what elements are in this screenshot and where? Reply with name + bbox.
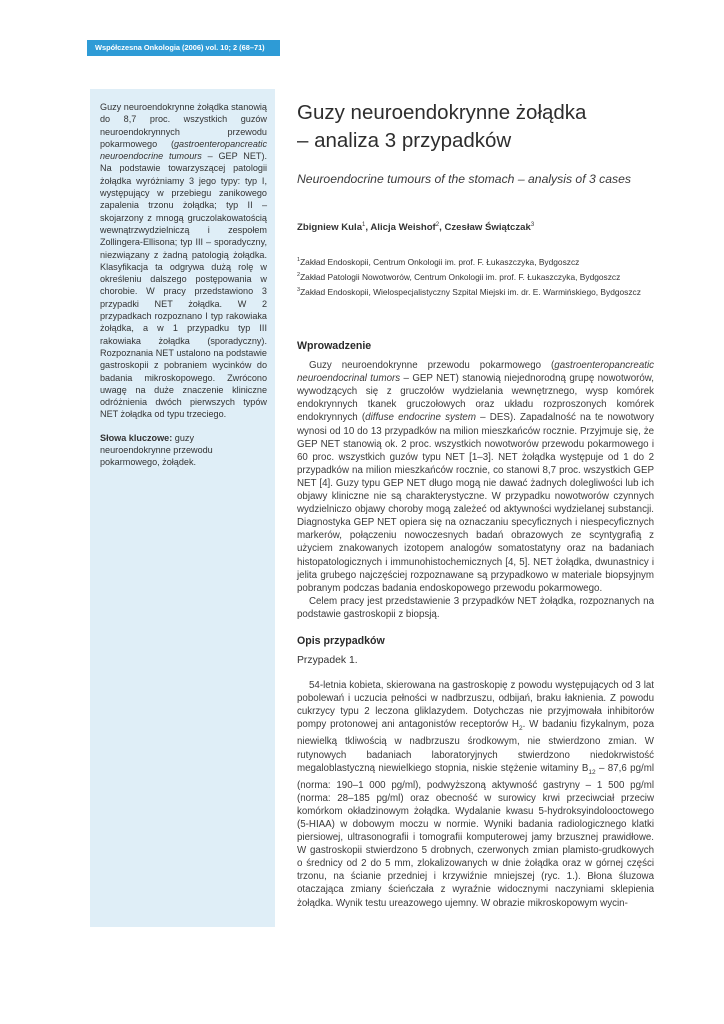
article-body: [297, 340, 654, 910]
keywords: [100, 432, 267, 469]
section-heading-introduction: Wprowadzenie: [297, 340, 372, 352]
english-title: Neuroendocrine tumours of the stomach – analysis of 3 cases: [297, 172, 631, 186]
body-paragraph: Celem pracy jest przedstawienie 3 przypadków NET żołądka, rozpoznanych na podstawie gastroskopii z biopsją.: [297, 595, 654, 620]
author-name: Zbigniew Kula: [297, 222, 363, 234]
keywords-label: Słowa kluczowe:: [100, 432, 173, 443]
author-list: Zbigniew Kula$^1$, Alicja Weishof$^2$, Czesław Świątczak$^3$: [297, 222, 535, 234]
body-paragraph: Guzy neuroendokrynne przewodu pokarmowego (gastroenteropancreatic neuroendocrinal tumors – GEP NET) stanowią niejednorodną grupę nowotworów, wywodzących się z gruczołów wydzielania wewnętrznego, wysp komórek endokrynnych tkanek gruczołowych oraz układu rozproszonych komórek endokrynnych (diffuse endocrine system – DES). Zapadalność na te nowotwory wynosi od 10 do 13 przypadków na milion mieszkańców rocznie. Przyjmuje się, że GEP NET stanowią ok. 2 proc. wszystkich nowotworów przewodu pokarmowego i 60 proc. wszystkich guzów typu NET [1–3]. NET żołądka występuje od 1 do 2 przypadków na milion mieszkańców rocznie, co stanowi 8,7 proc. wszystkich GEP NET [4]. Guzy typu GEP NET długo mogą nie dawać żadnych dolegliwości lub ich objawy kliniczne nie są charakterystyczne. W przypadku nowotworów czynnych wydzielniczo objawy choroby mogą zależeć od aktywności wydzielanej substancji. Diagnostyka GEP NET opiera się na oznaczaniu specyficznych i niespecyficznych markerów, połączeniu nowoczesnych badań obrazowych ze scyntygrafią z użyciem znakowanych izotopem analogów somatostatyny oraz na badaniach histopatologicznych i immunohistochemicznych [4, 5]. NET żołądka, dwunastnicy i jelita grubego najczęściej rozpoznawane są przypadkowo w materiale biopsyjnym pobranym podczas badania endoskopowego przewodu pokarmowego.: [297, 360, 654, 594]
affiliation: $^1$Zakład Endoskopii, Centrum Onkologii im. prof. F. Łukaszczyka, Bydgoszcz: [297, 256, 580, 267]
journal-header: Współczesna Onkologia (2006) vol. 10; 2 (68–71): [87, 40, 280, 56]
affiliation: $^2$Zakład Patologii Nowotworów, Centrum Onkologii im. prof. F. Łukaszczyka, Bydgoszcz: [297, 271, 621, 282]
section-heading-cases: Opis przypadków: [297, 634, 385, 647]
keywords-text: guzy neuroendokrynne przewodu pokarmowego, żołądek.: [100, 432, 213, 468]
affiliation: $^3$Zakład Endoskopii, Wielospecjalistyczny Szpital Miejski im. dr. E. Warmińskiego, Bydgoszcz: [297, 286, 641, 297]
abstract-sidebar: [90, 89, 275, 927]
case-heading: Przypadek 1.: [297, 655, 358, 667]
abstract-text: Guzy neuroendokrynne żołądka stanowią do 8,7 proc. wszystkich guzów neuroendokrynnych przewodu pokarmowego (gastroenteropancreatic neuroendocrine tumours – GEP NET). Na podstawie towarzyszącej patologii żołądka wyróżniamy 3 jego typy: typ I, występujący w przebiegu zanikowego zapalenia trzonu żołądka; typ II – skojarzony z mnogą gruczolakowatością wewnątrzwydzielniczą i zespołem Zollingera-Ellisona; typ III – sporadyczny, niezwiązany z żadną patologią żołądka. Klasyfikacja ta odgrywa dużą rolę w określeniu dalszego postępowania w chorobie. W pracy przedstawiono 3 przypadki NET żołądka. W 2 przypadkach rozpoznano I typ rakowiaka żołądka, a w 1 przypadku typ III rakowiaka żołądka (sporadyczny). Rozpoznania NET ustalono na podstawie gastroskopii z pobraniem wycinków do badania mikroskopowego. Zwrócono uwagę na duże znaczenie kliniczne odróżnienia dwóch pierwszych typów NET żołądka od typu trzeciego.: [100, 102, 267, 420]
article-title: Guzy neuroendokrynne żołądka – analiza 3 przypadków: [297, 101, 587, 152]
author-name: Czesław Świątczak: [444, 222, 531, 234]
body-paragraph: 54-letnia kobieta, skierowana na gastroskopię z powodu występujących od 3 lat pobolewań i uczucia pełności w nadbrzuszu, odbijań, braku łaknienia. Z powodu cukrzycy typu 2 leczona gliklazydem. Dotychczas nie przyjmowała inhibitorów pompy protonowej ani antagonistów receptorów $H_2$. W badaniu fizykalnym, poza niewielką tkliwością w nadbrzuszu środkowym, nie stwierdzono zmian. W rutynowych badaniach laboratoryjnych stwierdzono niedokrwistość megaloblastyczną niewielkiego stopnia, niskie stężenie witaminy $B_{12} - 87,6$ pg/ml (norma: 190–1 000 pg/ml), podwyższoną aktywność gastryny – 1 500 pg/ml (norma: 28–185 pg/ml) oraz obecność w surowicy krwi przeciwciał przeciw komórkom okładzinowym żołądka. Wydalanie kwasu 5-hydroksyindolooctowego (5-HIAA) w dobowym moczu w normie. Wyniki badania radiologicznego klatki piersiowej, ultrasonografii i tomografii komputerowej jamy brzusznej prawidłowe. W gastroskopii stwierdzono 5 drobnych, czerwonych zmian plamisto-grudkowych o średnicy od 2 do 5 mm, zlokalizowanych w dnie żołądka oraz w górnej części trzonu, na ścianie przedniej i krzywiźnie mniejszej (ryc. 1.). Błona śluzowa otaczająca zmiany ścieńczała z wyraźnie widocznymi naczyniami sklepienia żołądka. Wynik testu ureazowego ujemny. W obrazie mikroskopowym wycin-: [297, 680, 654, 909]
author-name: Alicja Weishof: [370, 222, 436, 234]
affiliations: [297, 254, 667, 299]
